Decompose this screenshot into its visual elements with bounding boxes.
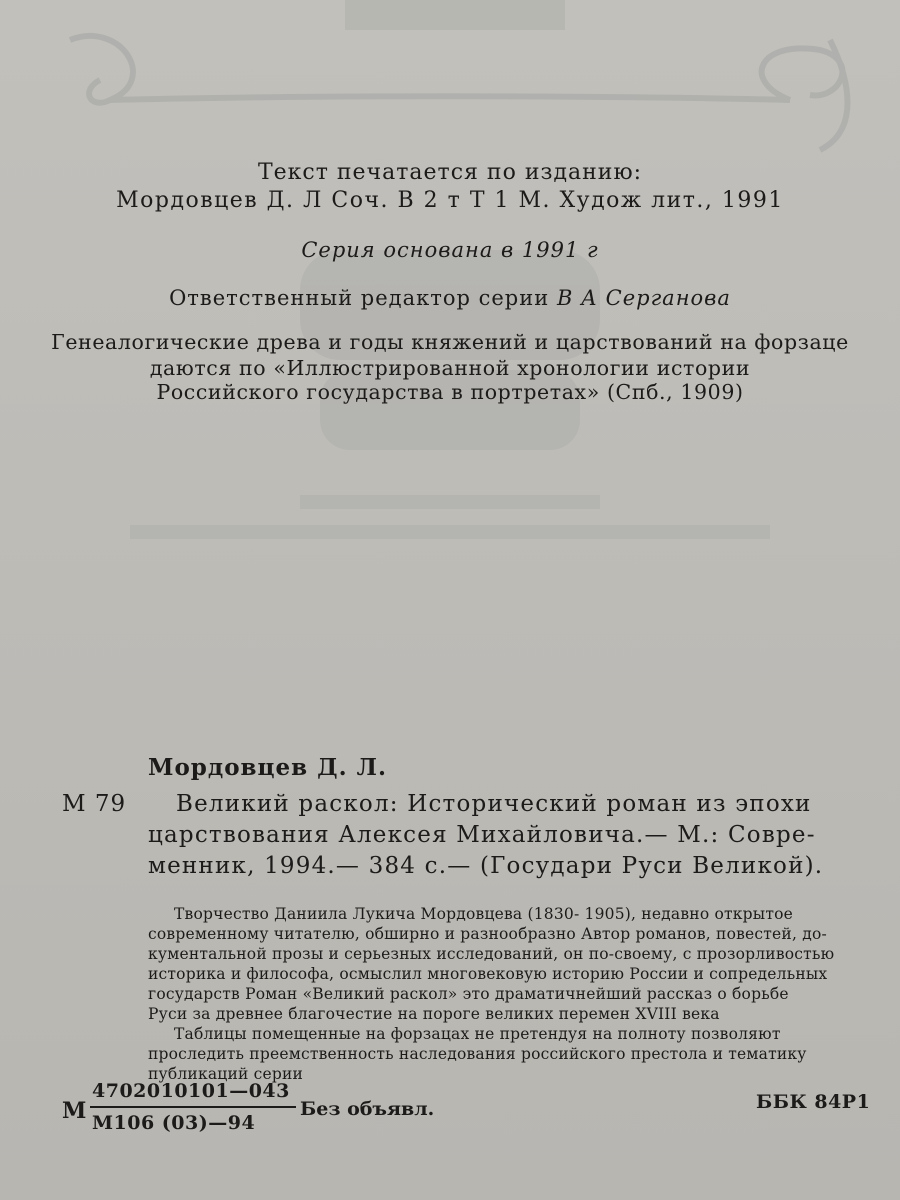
series-editor [0,286,900,310]
fraction-line [90,1106,296,1108]
annotation [148,904,868,1084]
no-ads-note: Без объявл. [300,1098,435,1120]
isbn-denominator: М106 (03)—94 [92,1112,256,1134]
annotation-line: Руси за древнее благочестие на пороге великих перемен XVIII века [148,1005,720,1023]
annotation-line: историка и философа, осмыслил многовековую историю России и сопредельных [148,965,828,983]
series-founded: Серия основана в 1991 г [301,238,599,262]
annotation-line: государств Роман «Великий раскол» это драматичнейший рассказ о борьбе [148,985,789,1003]
endpaper-note-line: Российского государства в портретах» (Спб., 1909) [156,380,744,404]
series-editor-label: Ответственный редактор серии [169,286,550,310]
source-edition-citation: Мордовцев Д. Л Соч. В 2 т Т 1 М. Худож лит., 1991 [116,188,784,213]
bbk-code: ББК 84Р1 [756,1091,871,1113]
annotation-line: современному читателю, обширно и разнообразно Автор романов, повестей, до- [148,925,827,943]
annotation-line: кументальной прозы и серьезных исследований, он по-своему, с прозорливостью [148,945,835,963]
annotation-line: публикаций серии [148,1065,304,1083]
catalog-description-line: менник, 1994.— 384 с.— (Государи Руси Великой). [148,853,824,879]
series-editor-name: В А Серганова [556,286,731,310]
source-edition-heading: Текст печатается по изданию: [257,160,643,185]
endpaper-note-line: даются по «Иллюстрированной хронологии истории [149,356,751,380]
annotation-line: Таблицы помещенные на форзацах не претендуя на полноту позволяют [174,1025,781,1043]
catalog-index: М 79 [62,791,127,817]
annotation-line: проследить преемственность наследования российского престола и тематику [148,1045,807,1063]
isbn-numerator: 4702010101—043 [92,1080,290,1102]
endpaper-note-line: Генеалогические древа и годы княжений и царствований на форзаце [51,330,849,354]
catalog-author: Мордовцев Д. Л. [148,754,387,781]
isbn-prefix: М [62,1098,87,1124]
catalog-description-line: царствования Алексея Михайловича.— М.: Совре- [148,822,816,848]
annotation-line: Творчество Даниила Лукича Мордовцева (1830- 1905), недавно открытое [174,905,794,923]
catalog-description-line: Великий раскол: Исторический роман из эпохи [176,791,812,817]
